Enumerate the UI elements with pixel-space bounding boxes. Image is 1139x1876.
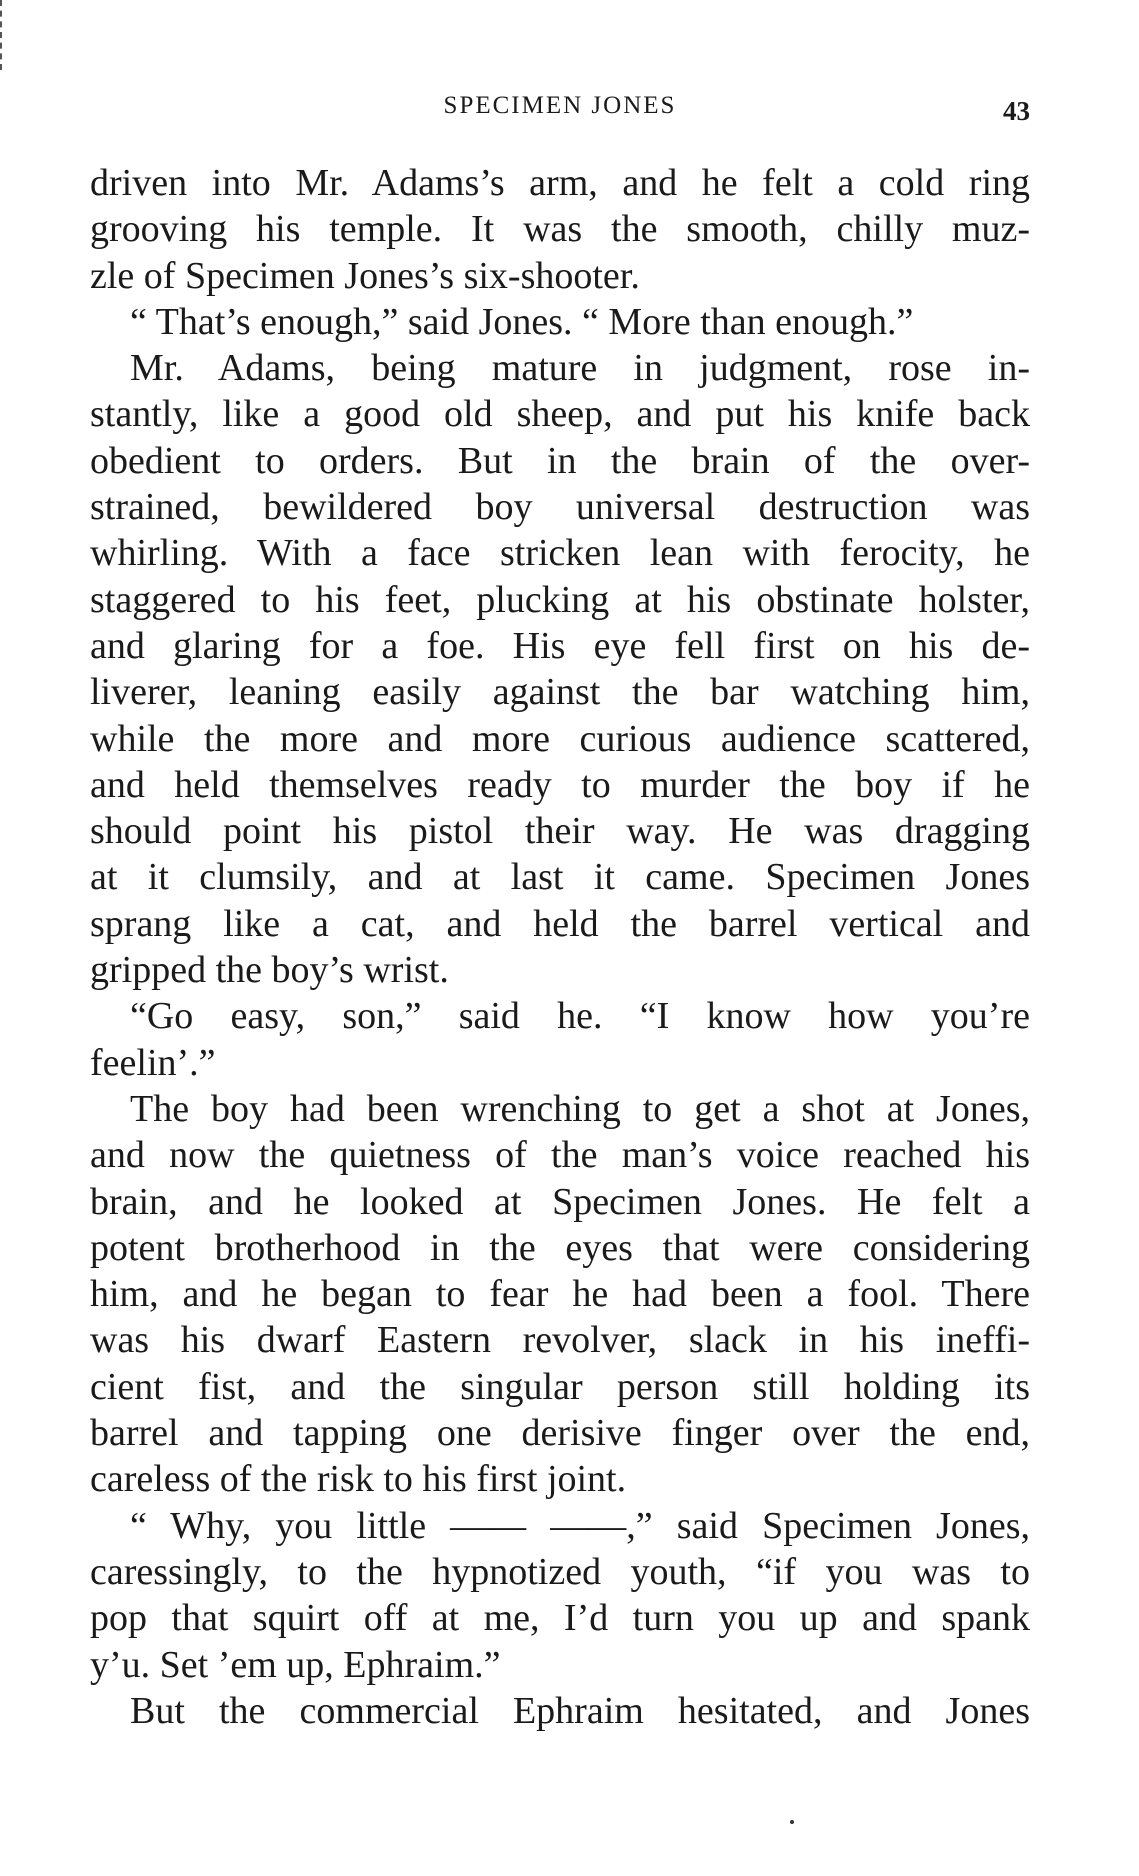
- page-number: 43: [1003, 96, 1030, 126]
- text-line: at it clumsily, and at last it came. Specimen Jones: [90, 856, 1030, 899]
- text-line: gripped the boy’s wrist.: [90, 949, 449, 992]
- page-header: [90, 92, 1030, 128]
- text-line: feelin’.”: [90, 1041, 216, 1084]
- text-line: zle of Specimen Jones’s six-shooter.: [90, 254, 640, 297]
- text-line: driven into Mr. Adams’s arm, and he felt a cold ring: [90, 162, 1030, 204]
- text-line: But the commercial Ephraim hesitated, and Jones: [130, 1689, 1030, 1732]
- text-line: pop that squirt off at me, I’d turn you up and spank: [90, 1597, 1030, 1640]
- text-line: The boy had been wrenching to get a shot at Jones,: [130, 1087, 1030, 1130]
- text-line: y’u. Set ’em up, Ephraim.”: [90, 1643, 501, 1686]
- text-line: him, and he began to fear he had been a fool. There: [90, 1273, 1030, 1316]
- text-line: potent brotherhood in the eyes that were considering: [90, 1226, 1030, 1269]
- text-line: “ That’s enough,” said Jones. “ More than enough.”: [130, 300, 914, 343]
- text-line: “Go easy, son,” said he. “I know how you’re: [130, 995, 1030, 1038]
- text-line: barrel and tapping one derisive finger over the end,: [90, 1412, 1030, 1455]
- text-line: Mr. Adams, being mature in judgment, rose in-: [130, 347, 1030, 390]
- text-line: liverer, leaning easily against the bar watching him,: [90, 671, 1030, 714]
- text-line: cient fist, and the singular person still holding its: [90, 1365, 1030, 1408]
- scan-edge-mark: [0, 0, 5, 70]
- text-line: should point his pistol their way. He was dragging: [90, 810, 1030, 853]
- text-line: careless of the risk to his first joint.: [90, 1458, 627, 1501]
- text-line: and now the quietness of the man’s voice reached his: [90, 1134, 1030, 1177]
- text-line: and held themselves ready to murder the boy if he: [90, 763, 1030, 806]
- running-title: SPECIMEN JONES: [443, 92, 677, 119]
- text-line: and glaring for a foe. His eye fell first on his de-: [90, 624, 1030, 667]
- text-line: strained, bewildered boy universal destruction was: [90, 486, 1030, 529]
- text-line: staggered to his feet, plucking at his obstinate holster,: [90, 578, 1030, 621]
- text-line: “ Why, you little —— ——,” said Specimen Jones,: [130, 1504, 1030, 1547]
- text-line: caressingly, to the hypnotized youth, “if you was to: [90, 1550, 1030, 1593]
- text-line: grooving his temple. It was the smooth, chilly muz-: [90, 208, 1030, 251]
- text-line: stantly, like a good old sheep, and put his knife back: [90, 393, 1030, 436]
- text-line: sprang like a cat, and held the barrel vertical and: [90, 902, 1030, 945]
- text-line: brain, and he looked at Specimen Jones. He felt a: [90, 1180, 1030, 1223]
- text-line: was his dwarf Eastern revolver, slack in his ineffi-: [90, 1319, 1030, 1362]
- text-line: obedient to orders. But in the brain of the over-: [90, 439, 1030, 482]
- text-line: while the more and more curious audience scattered,: [90, 717, 1030, 760]
- stray-ink-dot: [790, 1820, 794, 1824]
- body-text: [90, 160, 1030, 1734]
- text-line: whirling. With a face stricken lean with ferocity, he: [90, 532, 1030, 575]
